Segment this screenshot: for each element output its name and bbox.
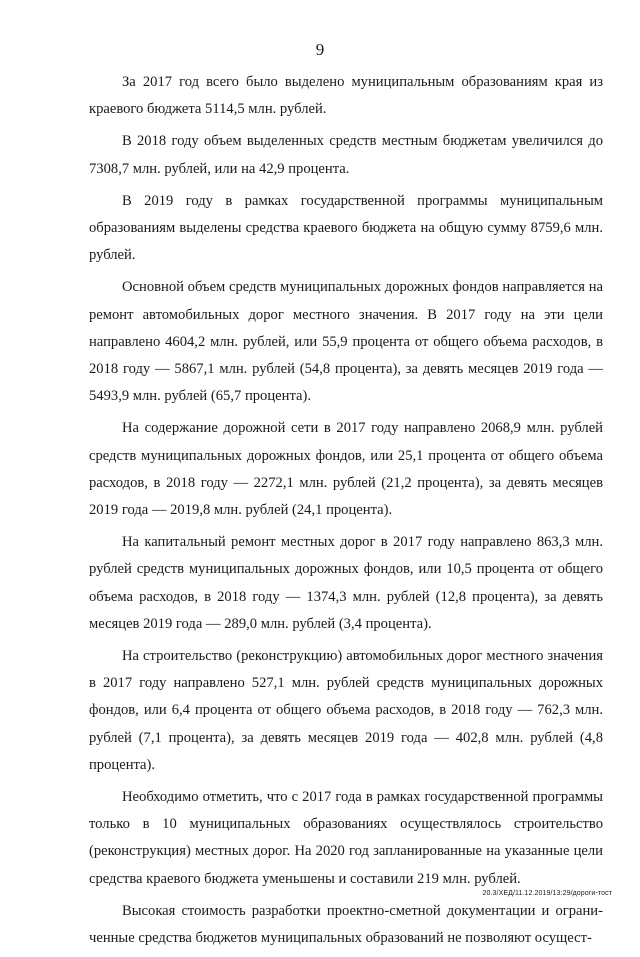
paragraph-8: Необходимо отметить, что с 2017 года в рамках государственной программы только в 10 муниципальных образованиях осуществлялось строительство (реконструкция) местных дорог. На 2020 год запланированные на указанные цели средства краевого бюджета уменьшены и составили 219 млн. рублей. <box>89 789 603 887</box>
paragraph-2: В 2018 году объем выделенных средств местным бюджетам увеличился до 7308,7 млн. рублей, или на 42,9 процента. <box>89 133 603 177</box>
document-body <box>89 69 603 957</box>
paragraph-3: В 2019 году в рамках государственной программы муниципальным образованиям выделены средства краевого бюджета на общую сумму 8759,6 млн. рублей. <box>89 192 603 264</box>
paragraph-7: На строительство (реконструкцию) автомобильных дорог местного значения в 2017 году направлено 527,1 млн. рублей средств муниципальных дорожных фондов, или 6,4 процента от общего объема расходов, в 2018 году — 762,3 млн. рублей (7,1 процента), за девять месяцев 2019 года — 402,8 млн. рублей (4,8 процента). <box>89 648 603 773</box>
document-footer-code: 20.3/ХЕД/11.12.2019/13:29/дороги-тост <box>482 890 612 897</box>
paragraph-6: На капитальный ремонт местных дорог в 2017 году направлено 863,3 млн. рублей средств муниципальных дорожных фондов, или 10,5 процента от общего объема расходов, в 2018 году — 1374,3 млн. рублей (12,8 процента), за девять месяцев 2019 года — 289,0 млн. рублей (3,4 процента). <box>89 534 603 632</box>
paragraph-5: На содержание дорожной сети в 2017 году направлено 2068,9 млн. рублей средств муниципальных дорожных фондов, или 25,1 процента от общего объема расходов, в 2018 году — 2272,1 млн. рублей (21,2 процента), за девять месяцев 2019 года — 2019,8 млн. рублей (24,1 процента). <box>89 420 603 519</box>
page-number: 9 <box>315 40 325 59</box>
paragraph-4: Основной объем средств муниципальных дорожных фондов направляется на ремонт автомобильных дорог местного значения. В 2017 году на эти цели направлено 4604,2 млн. рублей, или 55,9 процента от общего объема расходов, в 2018 году — 5867,1 млн. рублей (54,8 процента), за девять месяцев 2019 года — 5493,9 млн. рублей (65,7 процента). <box>89 279 603 405</box>
paragraph-9: Высокая стоимость разработки проектно-сметной документации и ограниченные средства бюджетов муниципальных образований не позволяют осущест- <box>89 902 603 947</box>
paragraph-1: За 2017 год всего было выделено муниципальным образованиям края из краевого бюджета 5114,5 млн. рублей. <box>89 74 603 118</box>
